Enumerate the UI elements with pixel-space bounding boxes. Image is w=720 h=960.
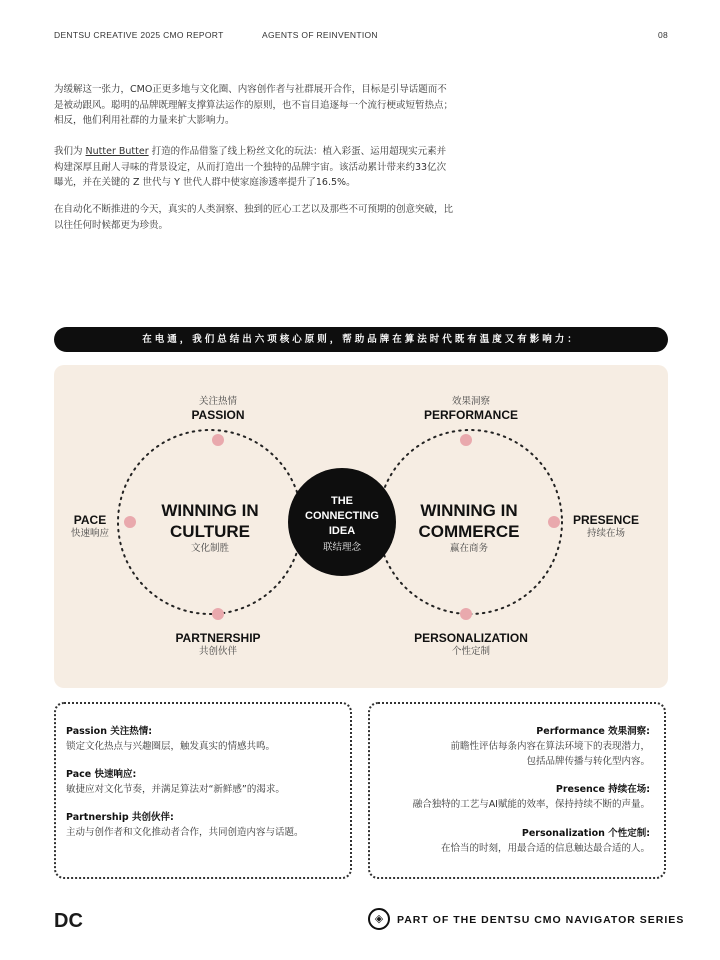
connecting-idea-label: THE CONNECTING IDEA 联结理念: [305, 495, 379, 553]
personalization-label: PERSONALIZATION 个性定制: [414, 631, 528, 657]
dentsu-logo: DC: [54, 910, 83, 932]
report-title: DENTSU CREATIVE 2025 CMO REPORT: [54, 30, 224, 40]
nutter-butter-link[interactable]: Nutter Butter: [85, 146, 149, 157]
page-number: 08: [658, 30, 669, 40]
compass-icon: ◈: [368, 908, 390, 930]
partnership-dot: [212, 608, 224, 620]
paragraph-1: 为缓解这一张力，CMO正更多地与文化圈、内容创作者与社群展开合作，目标是引导话题而不是被动跟风。聪明的品牌既理解支撑算法运作的原则，也不盲目追逐每一个流行梗或短暂热点；相反，他们利用社群的力量来扩大影响力。: [54, 84, 454, 126]
principles-banner: 在电通，我们总结出六项核心原则，帮助品牌在算法时代既有温度又有影响力：: [54, 327, 668, 352]
pace-item: Pace 快速响应: 敏捷应对文化节奏，并满足算法对“新鲜感”的渴求。: [66, 769, 285, 795]
personalization-dot: [460, 608, 472, 620]
passion-dot: [212, 434, 224, 446]
section-title: AGENTS OF REINVENTION: [262, 30, 378, 40]
partnership-item: Partnership 共创伙伴: 主动与创作者和文化推动者合作，共同创造内容与话题。: [66, 812, 304, 838]
performance-item: Performance 效果洞察: 前瞻性评估每条内容在算法环境下的表现潜力， 包括品牌传播与转化型内容。: [450, 726, 650, 767]
passion-label: 关注热情 PASSION: [191, 396, 245, 422]
presence-dot: [548, 516, 560, 528]
pace-dot: [124, 516, 136, 528]
paragraph-3: 在自动化不断推进的今天，真实的人类洞察、独到的匠心工艺以及那些不可预期的创意突破，比以往任何时候都更为珍贵。: [54, 204, 454, 231]
paragraph-2: 我们为 Nutter Butter 打造的作品借鉴了线上粉丝文化的玩法：植入彩蛋、运用超现实元素并构建深厚且耐人寻味的背景设定，从而打造出一个独特的品牌宇宙。该活动累计带来约33亿次曝光，并在关键的 Z 世代与 Y 世代人群中使家庭渗透率提升了16.5%。: [54, 146, 447, 188]
presence-label: PRESENCE 持续在场: [572, 513, 640, 539]
presence-item: Presence 持续在场: 融合独特的工艺与AI赋能的效率，保持持续不断的声量。: [412, 784, 650, 810]
pace-label: PACE 快速响应: [70, 513, 109, 539]
series-caption: PART OF THE DENTSU CMO NAVIGATOR SERIES: [397, 914, 685, 926]
personalization-item: Personalization 个性定制: 在恰当的时刻，用最合适的信息触达最合适的人。: [440, 828, 650, 854]
passion-item: Passion 关注热情: 锁定文化热点与兴趣圈层，触发真实的情感共鸣。: [66, 726, 276, 752]
performance-dot: [460, 434, 472, 446]
winning-in-commerce: WINNING IN COMMERCE 赢在商务: [418, 501, 520, 554]
performance-label: 效果洞察 PERFORMANCE: [423, 396, 518, 422]
partnership-label: PARTNERSHIP 共创伙伴: [175, 631, 261, 657]
winning-in-culture: WINNING IN CULTURE 文化制胜: [161, 501, 259, 554]
